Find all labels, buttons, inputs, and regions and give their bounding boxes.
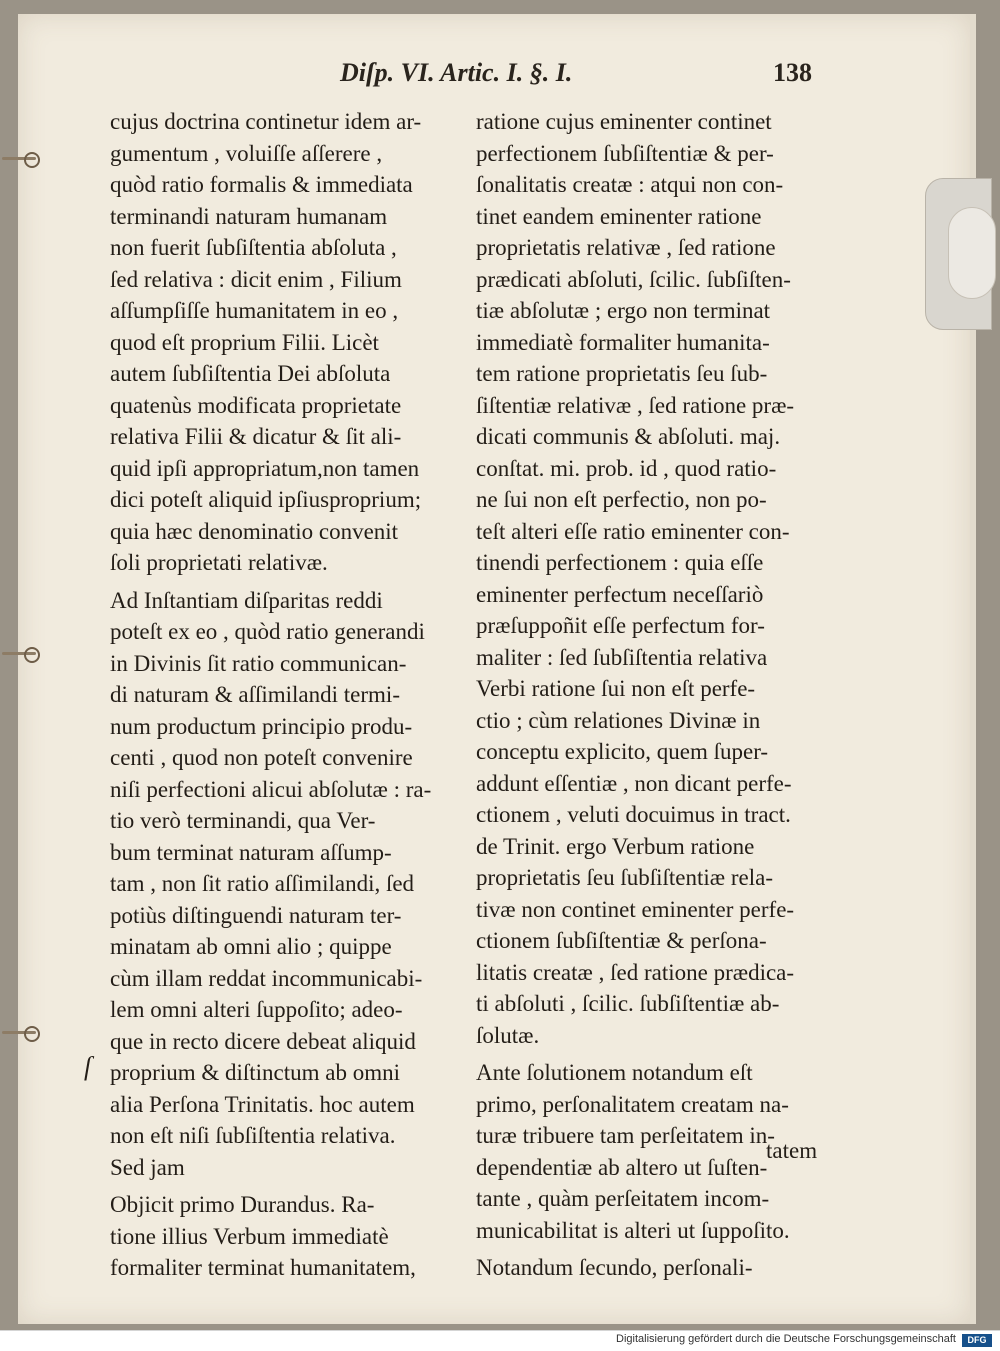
text-line: turæ tribuere tam perſeitatem in- (476, 1123, 775, 1148)
text-line: addunt eſſentiæ , non dicant perfe- (476, 770, 792, 796)
text-line: conſtat. mi. prob. id , quod ratio- (476, 455, 777, 481)
text-line: tivæ non continet eminenter perfe- (476, 896, 795, 922)
text-line: Ad Inſtantiam diſparitas reddi (110, 587, 383, 613)
text-line: Objicit primo Durandus. Ra- (110, 1192, 375, 1217)
text-line: quòd ratio formalis & immediata (110, 172, 413, 197)
text-line: formaliter terminat humanitatem, (110, 1255, 416, 1280)
page-clip (925, 178, 992, 330)
text-line: ſiſtentiæ relativæ , ſed ratione præ- (476, 392, 795, 418)
text-line: prædicati abſoluti, ſcilic. ſubſiſten- (476, 266, 791, 292)
text-line: tam , non ſit ratio aſſimilandi, ſed (110, 871, 415, 896)
text-line: non eſt niſi ſubſiſtentia relativa. (110, 1123, 396, 1148)
text-line: tante , quàm perſeitatem incom- (476, 1186, 770, 1211)
text-line: Ante ſolutionem notandum eſt (476, 1060, 753, 1085)
text-line: præſuppoñit eſſe perfectum for- (476, 613, 765, 638)
text-line: niſi perfectioni alicui abſolutæ : ra- (110, 776, 432, 802)
text-line: ſed relativa : dicit enim , Filium (110, 266, 402, 292)
text-line: aſſumpſiſſe humanitatem in eo , (110, 298, 399, 323)
text-line: municabilitat is alteri ut ſuppoſito. (476, 1217, 790, 1243)
left-column (110, 106, 462, 1284)
text-line: minatam ab omni alio ; quippe (110, 934, 392, 959)
text-line: ſolutæ. (476, 1022, 540, 1048)
page-number: 138 (773, 58, 812, 87)
dfg-logo: DFG (962, 1334, 992, 1347)
text-line: ſoli proprietati relativæ. (110, 550, 328, 575)
text-line: dependentiæ ab altero ut ſuſten- (476, 1154, 768, 1180)
text-line: lem omni alteri ſuppoſito; adeo- (110, 997, 403, 1022)
text-line: centi , quod non poteſt convenire (110, 745, 413, 770)
text-line: relativa Filii & dicatur & ſit ali- (110, 424, 402, 449)
text-line: immediatè formaliter humanita- (476, 329, 770, 355)
binding-thread (2, 1026, 36, 1040)
text-line: quod eſt proprium Filii. Licèt (110, 329, 379, 355)
text-line: di naturam & aſſimilandi termi- (110, 682, 400, 707)
text-line: tinendi perfectionem : quia eſſe (476, 550, 764, 575)
text-line: teſt alteri eſſe ratio eminenter con- (476, 518, 790, 544)
text-line: cùm illam reddat incommunicabi- (110, 965, 423, 991)
text-line: tio verò terminandi, qua Ver- (110, 808, 376, 833)
text-line: tiæ abſolutæ ; ergo non terminat (476, 298, 771, 323)
text-line: autem ſubſiſtentia Dei abſoluta (110, 361, 391, 386)
text-line: ſonalitatis creatæ : atqui non con- (476, 172, 784, 197)
text-line: proprietatis relativæ , ſed ratione (476, 235, 776, 260)
footer-credit: Digitalisierung gefördert durch die Deutsche Forschungsgemeinschaft (616, 1333, 956, 1345)
text-line: tione illius Verbum immediatè (110, 1223, 389, 1249)
binding-thread (2, 647, 36, 661)
text-line: quatenùs modificata proprietate (110, 392, 402, 418)
text-line: de Trinit. ergo Verbum ratione (476, 833, 755, 859)
text-line: eminenter perfectum neceſſariò (476, 581, 764, 607)
binding-thread (2, 152, 36, 166)
text-line: perfectionem ſubſiſtentiæ & per- (476, 140, 774, 166)
marginal-mark: ſ (84, 1052, 92, 1081)
text-line: ctio ; cùm relationes Divinæ in (476, 707, 761, 733)
text-line: tem ratione proprietatis ſeu ſub- (476, 361, 768, 386)
text-line: non fuerit ſubſiſtentia abſoluta , (110, 235, 397, 260)
text-line: ctionem , veluti docuimus in tract. (476, 802, 791, 827)
text-line: litatis creatæ , ſed ratione prædica- (476, 959, 795, 985)
text-line: Sed jam (110, 1154, 185, 1180)
text-line: proprium & diſtinctum ab omni (110, 1060, 401, 1085)
right-column (476, 106, 824, 1284)
text-line: dici poteſt aliquid ipſiusproprium; (110, 487, 422, 512)
text-line: ctionem ſubſiſtentiæ & perſona- (476, 928, 767, 953)
text-line: poteſt ex eo , quòd ratio generandi (110, 619, 425, 644)
catchword: tatem (766, 1138, 818, 1163)
footer-bar (0, 1330, 1000, 1351)
text-line: quid ipſi appropriatum,non tamen (110, 455, 420, 481)
text-line: proprietatis ſeu ſubſiſtentiæ rela- (476, 865, 774, 890)
text-line: dicati communis & abſoluti. maj. (476, 424, 781, 449)
text-line: potiùs diſtinguendi naturam ter- (110, 902, 402, 928)
text-line: terminandi naturam humanam (110, 203, 388, 229)
text-line: conceptu explicito, quem ſuper- (476, 739, 769, 764)
text-line: quia hæc denominatio convenit (110, 518, 399, 544)
text-line: alia Perſona Trinitatis. hoc autem (110, 1091, 415, 1117)
text-line: num productum principio produ- (110, 713, 413, 739)
text-line: cujus doctrina continetur idem ar- (110, 109, 422, 134)
text-line: Verbi ratione ſui non eſt perfe- (476, 676, 756, 701)
text-line: ti abſoluti , ſcilic. ſubſiſtentiæ ab- (476, 991, 780, 1016)
text-line: Notandum ſecundo, perſonali- (476, 1255, 753, 1280)
text-line: bum terminat naturam aſſump- (110, 839, 392, 865)
text-line: ratione cujus eminenter continet (476, 109, 772, 134)
text-line: maliter : ſed ſubſiſtentia relativa (476, 644, 768, 670)
text-line: ne ſui non eſt perfectio, non po- (476, 487, 767, 512)
text-line: in Divinis ſit ratio communican- (110, 650, 407, 676)
text-line: gumentum , voluiſſe aſſerere , (110, 140, 383, 166)
running-head-title: Diſp. VI. Artic. I. §. I. (340, 58, 573, 87)
text-line: que in recto dicere debeat aliquid (110, 1028, 416, 1054)
text-line: primo, perſonalitatem creatam na- (476, 1091, 789, 1117)
text-line: tinet eandem eminenter ratione (476, 203, 762, 229)
running-head (340, 58, 820, 98)
